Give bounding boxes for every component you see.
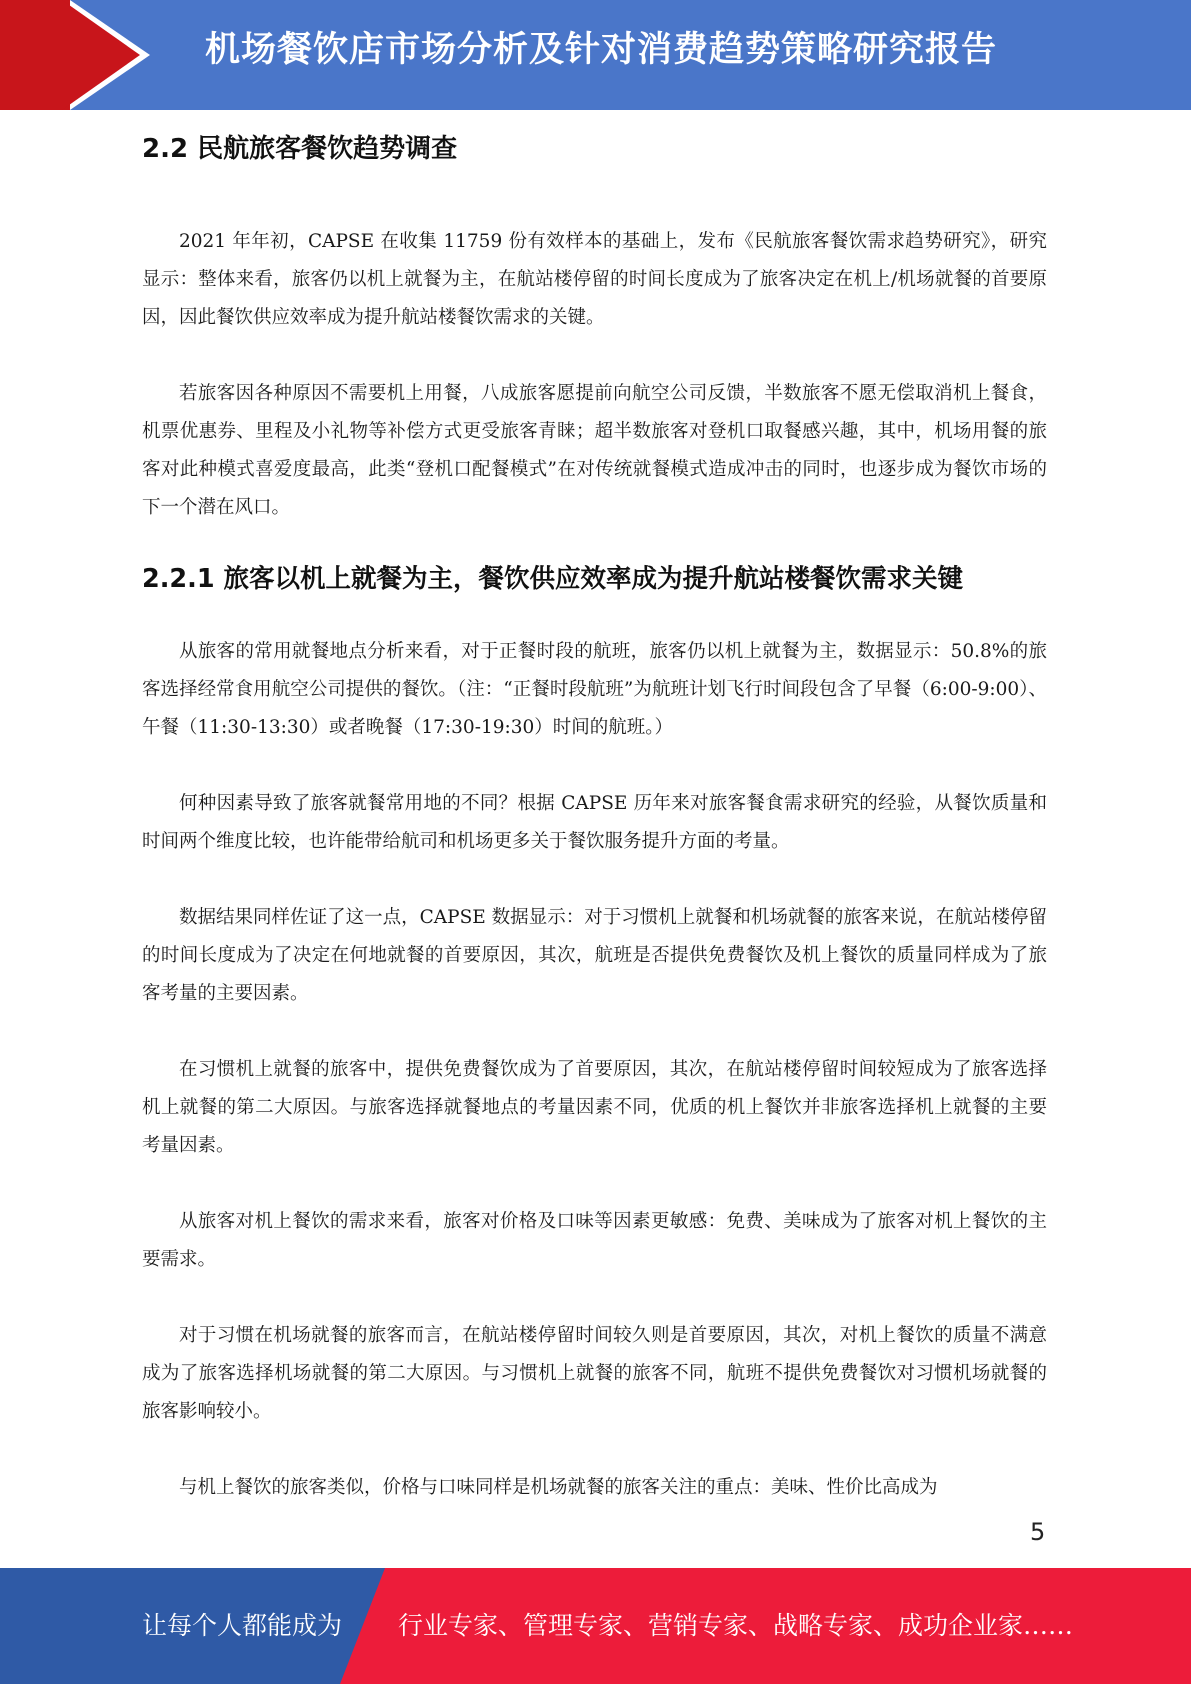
page-header <box>0 0 1191 110</box>
header-red-block <box>0 0 70 110</box>
main-content <box>142 128 1047 1507</box>
paragraph: 从旅客对机上餐饮的需求来看，旅客对价格及口味等因素更敏感：免费、美味成为了旅客对机上餐饮的主要需求。 <box>142 1211 1047 1270</box>
header-title: 机场餐饮店市场分析及针对消费趋势策略研究报告 <box>205 30 998 70</box>
paragraph: 2021 年年初，CAPSE 在收集 11759 份有效样本的基础上，发布《民航旅客餐饮需求趋势研究》，研究显示：整体来看，旅客仍以机上就餐为主，在航站楼停留的时间长度成为了旅客决定在机上/机场就餐的首要原因，因此餐饮供应效率成为提升航站楼餐饮需求的关键。 <box>142 231 1047 328</box>
footer-left-text: 让每个人都能成为 <box>142 1611 343 1640</box>
footer-slant <box>340 1568 385 1684</box>
paragraph: 若旅客因各种原因不需要机上用餐，八成旅客愿提前向航空公司反馈，半数旅客不愿无偿取消机上餐食，机票优惠券、里程及小礼物等补偿方式更受旅客青睐；超半数旅客对登机口取餐感兴趣，其中，机场用餐的旅客对此种模式喜爱度最高，此类“登机口配餐模式”在对传统就餐模式造成冲击的同时，也逐步成为餐饮市场的下一个潜在风口。 <box>142 383 1047 518</box>
section-heading: 2.2 民航旅客餐饮趋势调查 <box>142 134 458 164</box>
header-chevron-red <box>62 0 140 110</box>
paragraph: 与机上餐饮的旅客类似，价格与口味同样是机场就餐的旅客关注的重点：美味、性价比高成为 <box>179 1477 938 1498</box>
paragraph: 对于习惯在机场就餐的旅客而言，在航站楼停留时间较久则是首要原因，其次，对机上餐饮的质量不满意成为了旅客选择机场就餐的第二大原因。与习惯机上就餐的旅客不同，航班不提供免费餐饮对习惯机场就餐的旅客影响较小。 <box>142 1325 1047 1422</box>
paragraph: 从旅客的常用就餐地点分析来看，对于正餐时段的航班，旅客仍以机上就餐为主，数据显示：50.8%的旅客选择经常食用航空公司提供的餐饮。（注：“正餐时段航班”为航班计划飞行时间段包含了早餐（6:00-9:00）、午餐（11:30-13:30）或者晚餐（17:30-19:30）时间的航班。） <box>142 641 1047 738</box>
subsection-heading: 2.2.1 旅客以机上就餐为主，餐饮供应效率成为提升航站楼餐饮需求关键 <box>142 564 963 594</box>
footer-right-text: 行业专家、管理专家、营销专家、战略专家、成功企业家…… <box>398 1611 1074 1640</box>
page-number: 5 <box>1030 1518 1046 1546</box>
paragraph: 何种因素导致了旅客就餐常用地的不同？根据 CAPSE 历年来对旅客餐食需求研究的经验，从餐饮质量和时间两个维度比较，也许能带给航司和机场更多关于餐饮服务提升方面的考量。 <box>142 793 1047 852</box>
paragraph: 在习惯机上就餐的旅客中，提供免费餐饮成为了首要原因，其次，在航站楼停留时间较短成为了旅客选择机上就餐的第二大原因。与旅客选择就餐地点的考量因素不同，优质的机上餐饮并非旅客选择机上就餐的主要考量因素。 <box>142 1059 1047 1156</box>
paragraph: 数据结果同样佐证了这一点，CAPSE 数据显示：对于习惯机上就餐和机场就餐的旅客来说，在航站楼停留的时间长度成为了决定在何地就餐的首要原因，其次，航班是否提供免费餐饮及机上餐饮的质量同样成为了旅客考量的主要因素。 <box>142 907 1047 1004</box>
page-footer <box>0 1568 1191 1684</box>
